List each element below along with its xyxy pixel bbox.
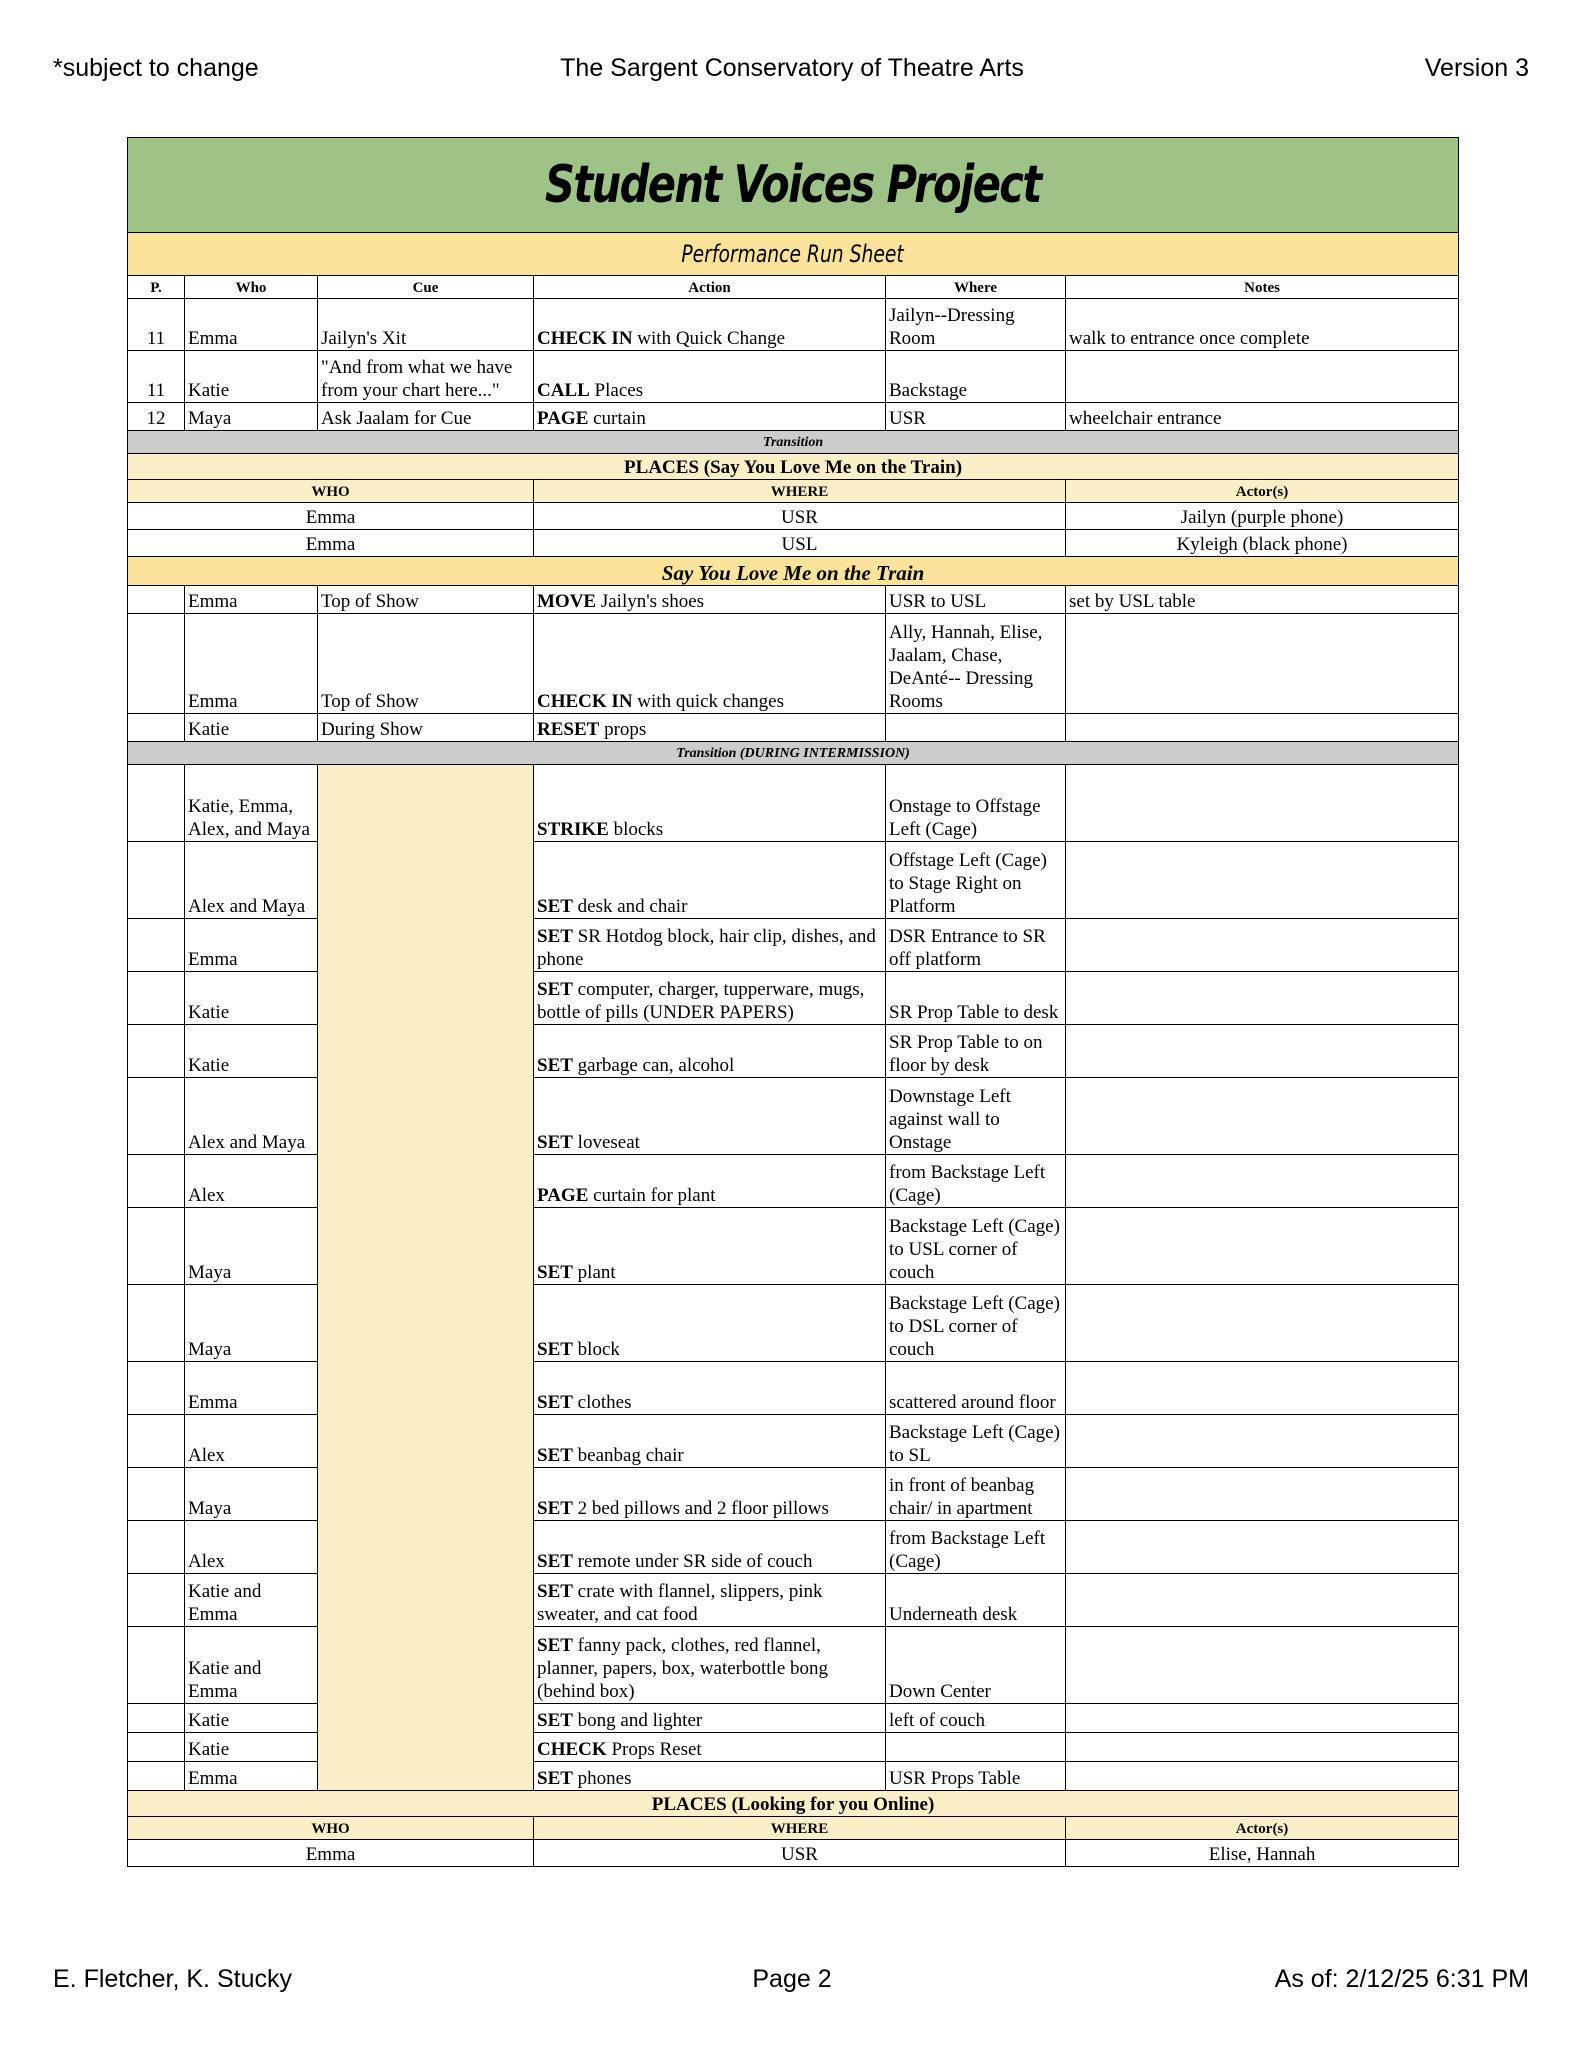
places-header-row: [128, 1817, 1459, 1840]
where-cell: from Backstage Left (Cage): [886, 1155, 1066, 1208]
transition-label-row: [128, 742, 1459, 765]
places-header-row: [128, 480, 1459, 503]
action-cell: [534, 1362, 886, 1415]
action-text: blocks: [608, 819, 664, 840]
places-where-cell: USL: [534, 530, 1066, 557]
action-text: with quick changes: [632, 691, 784, 712]
action-cell: [534, 1704, 886, 1733]
action-cell: [534, 403, 886, 431]
page-cell: [128, 614, 185, 714]
action-cell: [534, 351, 886, 403]
places-header-who: WHO: [128, 480, 534, 503]
page-cell: [128, 1285, 185, 1362]
notes-cell: [1066, 1415, 1459, 1468]
where-cell: Backstage Left (Cage) to SL: [886, 1415, 1066, 1468]
action-verb: SET: [537, 1710, 573, 1731]
places-header-actors: Actor(s): [1066, 480, 1459, 503]
where-cell: Jailyn--Dressing Room: [886, 299, 1066, 351]
action-verb: SET: [537, 1339, 573, 1360]
col-header-page: P.: [128, 276, 185, 299]
who-cell: Katie and Emma: [185, 1574, 318, 1627]
places-who-cell: Emma: [128, 530, 534, 557]
action-verb: SET: [537, 926, 573, 947]
where-cell: SR Prop Table to on floor by desk: [886, 1025, 1066, 1078]
col-header-notes: Notes: [1066, 276, 1459, 299]
scene-title: Say You Love Me on the Train: [128, 557, 1459, 586]
page-cell: [128, 765, 185, 842]
action-text: Props Reset: [606, 1739, 702, 1760]
action-text: bong and lighter: [572, 1710, 703, 1731]
page-cell: [128, 1521, 185, 1574]
places-row: [128, 503, 1459, 530]
scene-title-row: [128, 557, 1459, 586]
action-text: Jailyn's shoes: [596, 591, 705, 612]
action-text: desk and chair: [572, 896, 688, 917]
transition-label-row: [128, 431, 1459, 454]
who-cell: Alex and Maya: [185, 842, 318, 919]
footer-page-number: Page 2: [752, 1965, 832, 1993]
where-cell: Down Center: [886, 1627, 1066, 1704]
col-header-where: Where: [886, 276, 1066, 299]
who-cell: Maya: [185, 1285, 318, 1362]
page-cell: 11: [128, 351, 185, 403]
transition-label: Transition: [128, 431, 1459, 454]
cue-cell: Ask Jaalam for Cue: [318, 403, 534, 431]
action-cell: [534, 299, 886, 351]
action-text: crate with flannel, slippers, pink sweater, and cat food: [537, 1581, 828, 1625]
places-where-cell: USR: [534, 1840, 1066, 1867]
places-where-cell: USR: [534, 503, 1066, 530]
notes-cell: [1066, 919, 1459, 972]
notes-cell: walk to entrance once complete: [1066, 299, 1459, 351]
action-text: props: [599, 719, 647, 740]
notes-cell: [1066, 351, 1459, 403]
action-text: curtain: [588, 408, 646, 429]
action-verb: RESET: [537, 719, 600, 740]
who-cell: Emma: [185, 614, 318, 714]
action-verb: SET: [537, 1581, 573, 1602]
action-cell: [534, 1078, 886, 1155]
action-cell: [534, 1574, 886, 1627]
where-cell: USR: [886, 403, 1066, 431]
footer-authors: E. Fletcher, K. Stucky: [53, 1965, 292, 1993]
action-cell: [534, 919, 886, 972]
action-verb: SET: [537, 896, 573, 917]
places-header-who: WHO: [128, 1817, 534, 1840]
action-verb: SET: [537, 1055, 573, 1076]
places-row: [128, 530, 1459, 557]
header-subject-to-change: *subject to change: [53, 54, 259, 82]
action-cell: [534, 1415, 886, 1468]
action-verb: SET: [537, 1768, 573, 1789]
action-text: computer, charger, tupperware, mugs, bottle of pills (UNDER PAPERS): [537, 979, 870, 1023]
notes-cell: [1066, 1362, 1459, 1415]
who-cell: Katie: [185, 351, 318, 403]
page-cell: [128, 586, 185, 614]
action-cell: [534, 586, 886, 614]
places-who-cell: Emma: [128, 503, 534, 530]
page-cell: [128, 714, 185, 742]
page-cell: [128, 1208, 185, 1285]
action-cell: [534, 842, 886, 919]
where-cell: from Backstage Left (Cage): [886, 1521, 1066, 1574]
page-cell: [128, 1468, 185, 1521]
page-cell: [128, 1627, 185, 1704]
action-cell: [534, 1208, 886, 1285]
places-actors-cell: Elise, Hannah: [1066, 1840, 1459, 1867]
action-cell: [534, 1285, 886, 1362]
action-cell: [534, 1468, 886, 1521]
cue-cell: During Show: [318, 714, 534, 742]
action-text: with Quick Change: [632, 328, 786, 349]
who-cell: Maya: [185, 1468, 318, 1521]
col-header-action: Action: [534, 276, 886, 299]
who-cell: Emma: [185, 1362, 318, 1415]
notes-cell: [1066, 1762, 1459, 1791]
page-cell: [128, 1078, 185, 1155]
notes-cell: [1066, 1521, 1459, 1574]
action-verb: STRIKE: [537, 819, 609, 840]
cue-cell: Jailyn's Xit: [318, 299, 534, 351]
action-text: fanny pack, clothes, red flannel, planner, papers, box, waterbottle bong (behind box): [537, 1635, 833, 1702]
places-title-row: [128, 454, 1459, 480]
who-cell: Katie: [185, 1733, 318, 1762]
action-cell: [534, 765, 886, 842]
action-verb: SET: [537, 979, 573, 1000]
where-cell: [886, 714, 1066, 742]
where-cell: in front of beanbag chair/ in apartment: [886, 1468, 1066, 1521]
footer-timestamp: As of: 2/12/25 6:31 PM: [1274, 1965, 1529, 1993]
where-cell: USR Props Table: [886, 1762, 1066, 1791]
who-cell: Katie: [185, 714, 318, 742]
who-cell: Emma: [185, 299, 318, 351]
cue-row: [128, 299, 1459, 351]
action-text: 2 bed pillows and 2 floor pillows: [572, 1498, 829, 1519]
where-cell: [886, 1733, 1066, 1762]
action-cell: [534, 1025, 886, 1078]
places-title: PLACES (Looking for you Online): [128, 1791, 1459, 1817]
where-cell: Backstage Left (Cage) to USL corner of couch: [886, 1208, 1066, 1285]
places-title-row: [128, 1791, 1459, 1817]
notes-cell: [1066, 1025, 1459, 1078]
action-verb: PAGE: [537, 408, 589, 429]
action-cell: [534, 1521, 886, 1574]
action-cell: [534, 1155, 886, 1208]
action-cell: [534, 1733, 886, 1762]
notes-cell: [1066, 1078, 1459, 1155]
action-text: garbage can, alcohol: [572, 1055, 735, 1076]
action-text: loveseat: [572, 1132, 640, 1153]
who-cell: Emma: [185, 919, 318, 972]
cue-cell: [318, 765, 534, 1791]
action-verb: CHECK: [537, 1739, 607, 1760]
who-cell: Alex: [185, 1521, 318, 1574]
notes-cell: [1066, 1155, 1459, 1208]
where-cell: Underneath desk: [886, 1574, 1066, 1627]
who-cell: Emma: [185, 586, 318, 614]
notes-cell: [1066, 1208, 1459, 1285]
places-actors-cell: Kyleigh (black phone): [1066, 530, 1459, 557]
col-header-cue: Cue: [318, 276, 534, 299]
cue-cell: Top of Show: [318, 614, 534, 714]
notes-cell: [1066, 614, 1459, 714]
action-verb: SET: [537, 1392, 573, 1413]
page-cell: [128, 1362, 185, 1415]
notes-cell: [1066, 1574, 1459, 1627]
places-header-where: WHERE: [534, 1817, 1066, 1840]
where-cell: Downstage Left against wall to Onstage: [886, 1078, 1066, 1155]
page-cell: [128, 1733, 185, 1762]
action-cell: [534, 1627, 886, 1704]
action-verb: SET: [537, 1498, 573, 1519]
page-cell: [128, 1574, 185, 1627]
who-cell: Katie, Emma, Alex, and Maya: [185, 765, 318, 842]
action-verb: MOVE: [537, 591, 597, 612]
action-verb: SET: [537, 1551, 573, 1572]
page-cell: [128, 919, 185, 972]
where-cell: Backstage: [886, 351, 1066, 403]
transition-label: Transition (DURING INTERMISSION): [128, 742, 1459, 765]
places-row: [128, 1840, 1459, 1867]
where-cell: left of couch: [886, 1704, 1066, 1733]
sheet-subtitle: Performance Run Sheet: [128, 233, 1459, 276]
header-organization: The Sargent Conservatory of Theatre Arts: [560, 54, 1024, 82]
cue-row: [128, 714, 1459, 742]
action-cell: [534, 614, 886, 714]
where-cell: SR Prop Table to desk: [886, 972, 1066, 1025]
who-cell: Emma: [185, 1762, 318, 1791]
page-cell: 12: [128, 403, 185, 431]
notes-cell: [1066, 1704, 1459, 1733]
cue-row: [128, 586, 1459, 614]
where-cell: Onstage to Offstage Left (Cage): [886, 765, 1066, 842]
cue-row: [128, 765, 1459, 842]
who-cell: Alex: [185, 1415, 318, 1468]
cue-cell: "And from what we have from your chart here...": [318, 351, 534, 403]
where-cell: Backstage Left (Cage) to DSL corner of couch: [886, 1285, 1066, 1362]
notes-cell: [1066, 972, 1459, 1025]
page-cell: 11: [128, 299, 185, 351]
cue-cell: Top of Show: [318, 586, 534, 614]
action-verb: CALL: [537, 380, 590, 401]
notes-cell: [1066, 1627, 1459, 1704]
who-cell: Maya: [185, 1208, 318, 1285]
col-header-who: Who: [185, 276, 318, 299]
action-verb: SET: [537, 1262, 573, 1283]
action-text: clothes: [572, 1392, 632, 1413]
header-version: Version 3: [1424, 54, 1529, 82]
where-cell: scattered around floor: [886, 1362, 1066, 1415]
action-text: SR Hotdog block, hair clip, dishes, and phone: [537, 926, 881, 970]
page-cell: [128, 1762, 185, 1791]
places-header-actors: Actor(s): [1066, 1817, 1459, 1840]
column-header-row: [128, 276, 1459, 299]
places-actors-cell: Jailyn (purple phone): [1066, 503, 1459, 530]
action-verb: SET: [537, 1132, 573, 1153]
where-cell: Offstage Left (Cage) to Stage Right on Platform: [886, 842, 1066, 919]
notes-cell: [1066, 842, 1459, 919]
action-verb: SET: [537, 1445, 573, 1466]
action-verb: PAGE: [537, 1185, 589, 1206]
places-who-cell: Emma: [128, 1840, 534, 1867]
who-cell: Katie and Emma: [185, 1627, 318, 1704]
action-text: Places: [589, 380, 644, 401]
action-text: phones: [572, 1768, 632, 1789]
who-cell: Katie: [185, 1025, 318, 1078]
action-text: plant: [572, 1262, 616, 1283]
page-cell: [128, 1155, 185, 1208]
notes-cell: [1066, 1733, 1459, 1762]
notes-cell: wheelchair entrance: [1066, 403, 1459, 431]
action-verb: CHECK IN: [537, 328, 633, 349]
where-cell: DSR Entrance to SR off platform: [886, 919, 1066, 972]
notes-cell: [1066, 1468, 1459, 1521]
page-cell: [128, 1415, 185, 1468]
notes-cell: [1066, 714, 1459, 742]
who-cell: Katie: [185, 1704, 318, 1733]
action-cell: [534, 972, 886, 1025]
action-text: beanbag chair: [572, 1445, 684, 1466]
page-cell: [128, 1025, 185, 1078]
action-text: block: [572, 1339, 620, 1360]
action-verb: CHECK IN: [537, 691, 633, 712]
places-header-where: WHERE: [534, 480, 1066, 503]
who-cell: Alex and Maya: [185, 1078, 318, 1155]
page-cell: [128, 972, 185, 1025]
places-title: PLACES (Say You Love Me on the Train): [128, 454, 1459, 480]
who-cell: Katie: [185, 972, 318, 1025]
notes-cell: [1066, 1285, 1459, 1362]
action-text: curtain for plant: [588, 1185, 716, 1206]
cue-row: [128, 351, 1459, 403]
action-verb: SET: [537, 1635, 573, 1656]
action-text: remote under SR side of couch: [572, 1551, 813, 1572]
sheet-title: Student Voices Project: [128, 138, 1459, 233]
where-cell: Ally, Hannah, Elise, Jaalam, Chase, DeAnté-- Dressing Rooms: [886, 614, 1066, 714]
cue-row: [128, 403, 1459, 431]
page-cell: [128, 842, 185, 919]
action-cell: [534, 714, 886, 742]
page-cell: [128, 1704, 185, 1733]
who-cell: Maya: [185, 403, 318, 431]
notes-cell: set by USL table: [1066, 586, 1459, 614]
cue-row: [128, 614, 1459, 714]
notes-cell: [1066, 765, 1459, 842]
run-sheet-table: [127, 137, 1459, 1867]
who-cell: Alex: [185, 1155, 318, 1208]
where-cell: USR to USL: [886, 586, 1066, 614]
action-cell: [534, 1762, 886, 1791]
